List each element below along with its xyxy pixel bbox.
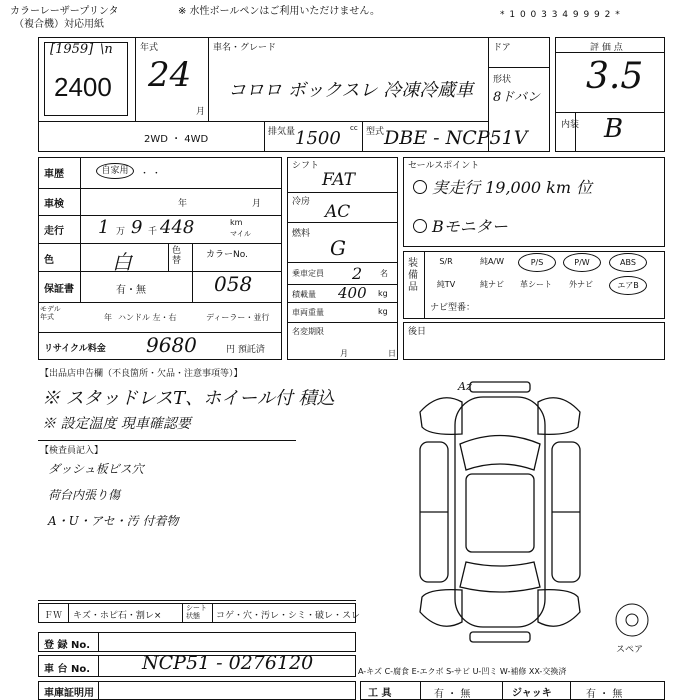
store-note-2: ※ 設定温度 現車確認要 xyxy=(42,416,191,432)
km-unit: km xyxy=(230,218,243,227)
cert-label: 車庫証明用 xyxy=(44,688,94,699)
recycle-label: リサイクル料金 xyxy=(44,344,106,354)
equip-alloy-wheels: 純A/W xyxy=(479,257,505,266)
rear-bumper xyxy=(470,632,530,642)
rear-box xyxy=(403,322,665,360)
bullet-circle-icon xyxy=(413,180,427,194)
bullet-circle-icon xyxy=(413,219,427,233)
store-note-1: ※ スタッドレスT、ホイール付 積込 xyxy=(42,388,335,409)
sales-point-1: 実走行 19,000 km 位 xyxy=(432,178,593,197)
lot-code: [1959] xyxy=(50,42,94,57)
model-year: 24 xyxy=(148,55,192,95)
door-label: ドア xyxy=(493,43,511,53)
multifunction-note: （複合機）対応用紙 xyxy=(14,19,104,30)
equip-airbag: エアB xyxy=(609,276,647,295)
inspector-note-1: ダッシュ板ビス穴 xyxy=(48,462,144,476)
inspector-note-3: A・U・アセ・汚 付着物 xyxy=(48,514,179,528)
equip-sunroof: S/R xyxy=(439,257,453,266)
car-name-label: 車名・グレード xyxy=(213,43,277,53)
inspector-note-2: 荷台内張り傷 xyxy=(48,488,121,502)
pen-warning: ※ 水性ボールペンはご利用いただけません。 xyxy=(178,6,380,17)
model-type-value: DBE - NCP51V xyxy=(384,127,528,149)
sales-point-2: Bモニター xyxy=(432,217,508,236)
color-value: 白 xyxy=(112,250,132,274)
car-name: コロロ ボックスレ 冷凍冷蔵車 xyxy=(228,80,474,101)
sen-label: 千 xyxy=(148,227,158,237)
mile-unit: マイル xyxy=(230,230,251,238)
exterior-grade: B xyxy=(604,114,624,144)
damage-legend: A-キズ C-腐食 E-エクボ S-サビ U-凹ミ W-補修 XX-交換済 xyxy=(358,667,567,676)
shape-label: 形状 xyxy=(493,75,512,85)
fuel-label: 燃料 xyxy=(292,229,311,239)
displacement-value: 1500 xyxy=(295,128,341,149)
name-change-label: 名変期限 xyxy=(292,327,324,336)
capacity-unit: 名 xyxy=(380,269,388,278)
tools-label: 工 具 xyxy=(368,688,392,699)
drive-label: 2WD ・ 4WD xyxy=(144,134,209,145)
interior-label: 内装 xyxy=(561,120,580,130)
model-year-year: 年 xyxy=(104,313,112,322)
roof xyxy=(466,474,534,552)
chassis-label: 車 台 No. xyxy=(44,664,91,675)
deadline-day: 日 xyxy=(388,349,396,358)
color-no-label: カラーNo. xyxy=(206,250,248,260)
equip-leather: 革シート xyxy=(520,280,552,289)
shape-value: 8ドバン xyxy=(493,90,541,105)
capacity-value: 2 xyxy=(352,264,363,283)
equip-power-windows: P/W xyxy=(563,253,601,272)
front-bumper xyxy=(470,382,530,392)
model-type-label: 型式 xyxy=(366,127,385,137)
inspector-notes-label: 【検査員記入】 xyxy=(40,446,104,456)
shift-label: シフト xyxy=(292,161,320,171)
mileage-label: 走行 xyxy=(44,226,64,237)
equip-ext-navi: 外ナビ xyxy=(569,280,593,289)
warranty-label: 保証書 xyxy=(44,284,74,295)
shaken-label: 車検 xyxy=(44,199,64,210)
man-label: 万 xyxy=(116,227,126,237)
sales-points-label: セールスポイント xyxy=(408,161,480,171)
max-load-label: 積載量 xyxy=(292,290,316,299)
color-label: 色 xyxy=(44,255,54,266)
tools-options: 有 ・ 無 xyxy=(434,689,471,700)
navi-type-label: ナビ型番： xyxy=(430,303,476,313)
deadline-month: 月 xyxy=(340,349,348,358)
model-year-label: モデル年式 xyxy=(40,305,61,321)
shaken-month: 月 xyxy=(252,199,262,209)
gross-weight-label: 車両重量 xyxy=(292,308,324,317)
year-label: 年式 xyxy=(140,43,159,53)
cc-unit: cc xyxy=(350,124,358,132)
color-change-label: 色替 xyxy=(172,246,182,266)
seat-label: シート状態 xyxy=(186,604,207,620)
aircon-label: 冷房 xyxy=(292,197,311,207)
seat-items: コゲ・穴・汚レ・シミ・破レ・スレ xyxy=(216,611,361,621)
score-label: 評 価 点 xyxy=(590,43,623,53)
equipment-label: 装備品 xyxy=(408,258,418,293)
registration-label: 登 録 No. xyxy=(44,640,91,651)
max-load-value: 400 xyxy=(338,284,367,302)
equip-power-steering: P/S xyxy=(518,253,556,272)
dealer-label: ディーラー・並行 xyxy=(206,313,270,322)
aircon-value: AC xyxy=(325,202,351,222)
shaken-year: 年 xyxy=(178,199,188,209)
spare-tire-icon xyxy=(612,600,652,640)
lot-number: 2400 xyxy=(54,72,112,102)
history-selected: 自家用 xyxy=(96,163,134,179)
fuel-value: G xyxy=(330,236,346,260)
shift-value: FAT xyxy=(322,170,356,190)
rear-label: 後日 xyxy=(408,327,427,337)
chassis-value: NCP51 - 0276120 xyxy=(142,652,314,674)
jack-label: ジャッキ xyxy=(512,688,552,699)
rear-window xyxy=(460,562,540,592)
equip-tv: 純TV xyxy=(436,280,456,289)
history-options: ・ ・ xyxy=(140,169,161,179)
equip-navi: 純ナビ xyxy=(480,280,504,289)
max-load-unit: kg xyxy=(378,289,388,298)
lot-suffix: \n xyxy=(100,42,113,57)
mileage-sen: 9 xyxy=(131,217,143,238)
color-no-value: 058 xyxy=(214,272,253,296)
windshield xyxy=(460,436,540,471)
store-declaration-label: 【出品店申告欄（不良箇所・欠品・注意事項等）】 xyxy=(40,369,243,379)
recycle-fee: 9680 xyxy=(146,333,197,357)
jack-options: 有 ・ 無 xyxy=(586,689,623,700)
score-value: 3.5 xyxy=(586,56,644,97)
history-label: 車歴 xyxy=(44,169,64,180)
mileage-man: 1 xyxy=(98,217,110,238)
diagram-ax: Az xyxy=(458,380,472,393)
month-label: 月 xyxy=(196,107,206,117)
handle-label: ハンドル 左・右 xyxy=(118,313,177,322)
recycle-unit: 円 預託済 xyxy=(226,345,265,355)
gross-weight-unit: kg xyxy=(378,307,388,316)
fw-items: キズ・ホピ石・割レ× xyxy=(73,611,162,621)
printer-note: カラーレーザープリンタ xyxy=(10,6,119,17)
displacement-label: 排気量 xyxy=(268,127,296,137)
warranty-options: 有・無 xyxy=(116,285,146,296)
capacity-label: 乗車定員 xyxy=(292,269,324,278)
spare-label: スペア xyxy=(616,645,644,655)
mileage-rest: 448 xyxy=(160,217,195,238)
equip-abs: ABS xyxy=(609,253,647,272)
car-diagram xyxy=(400,372,600,652)
sheet-number: * 1 0 0 3 3 4 9 9 9 2 * xyxy=(500,10,621,20)
fw-label: ＦＷ xyxy=(44,611,63,621)
